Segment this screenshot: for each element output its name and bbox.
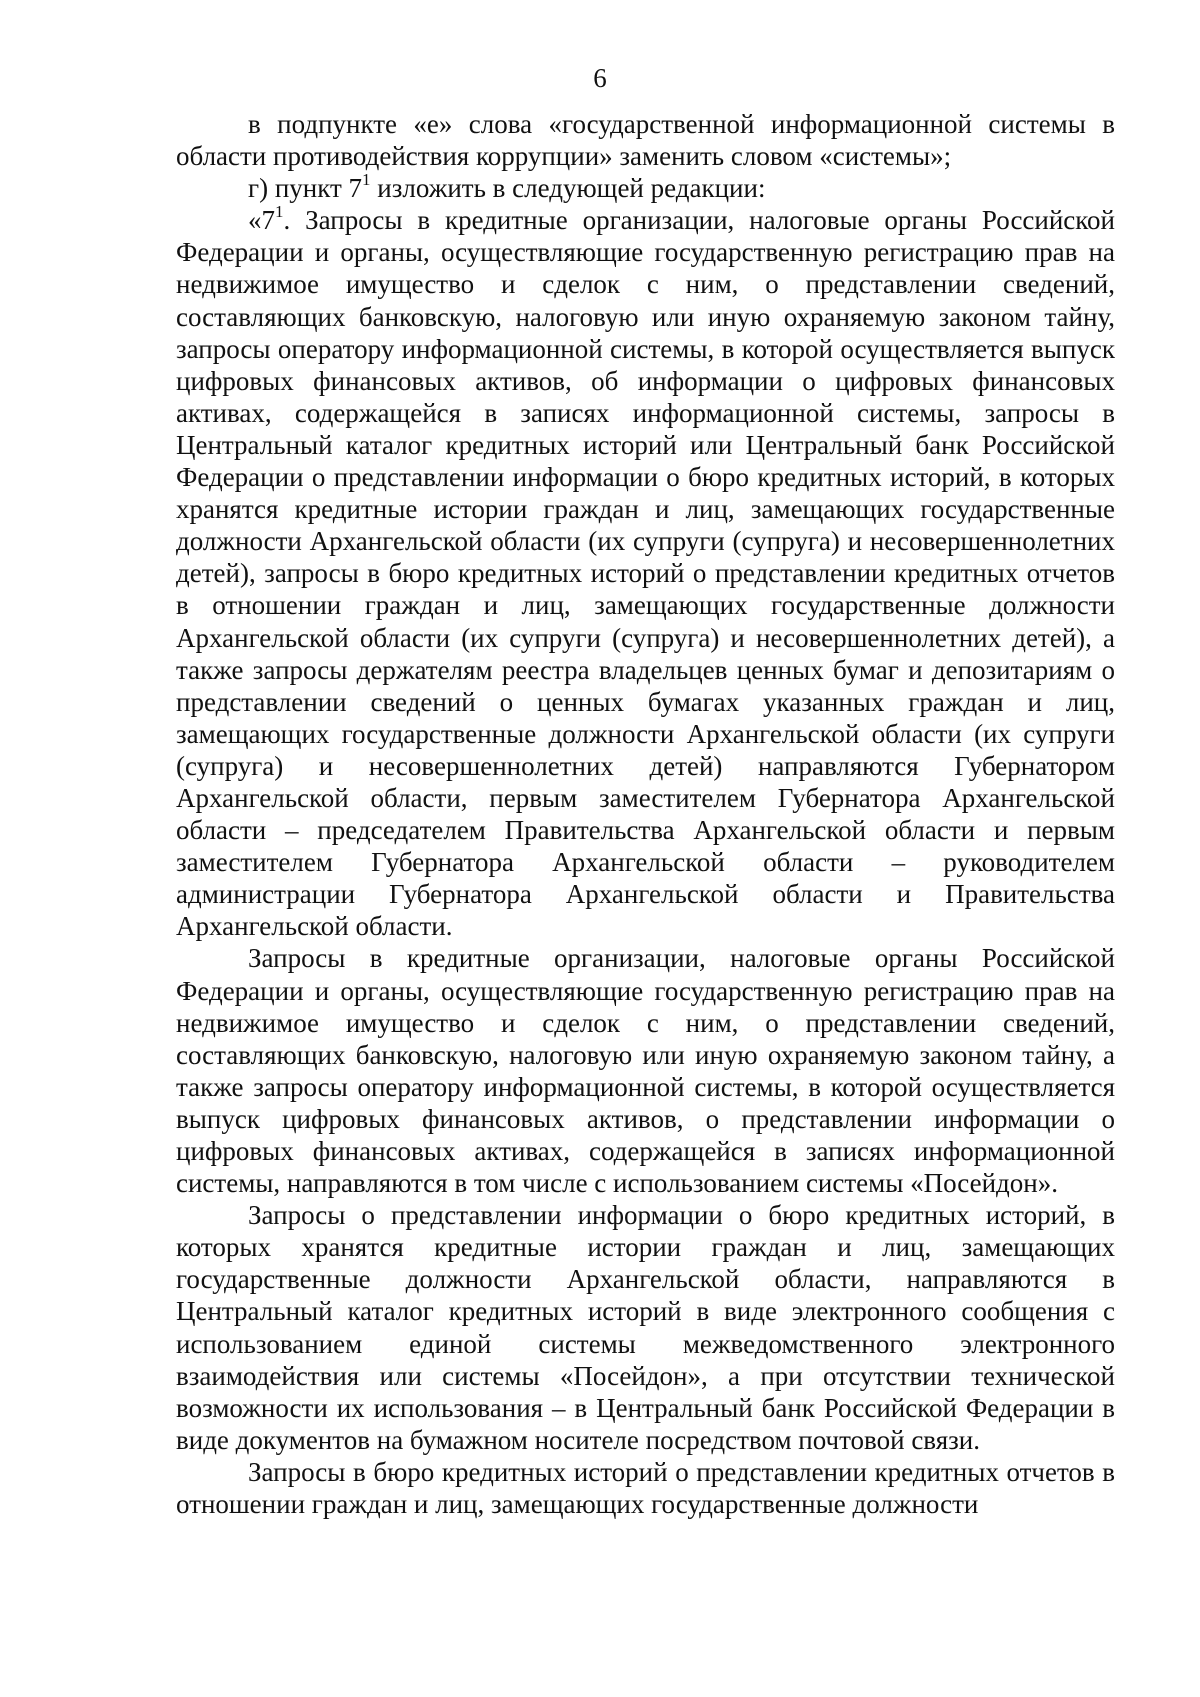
paragraph-2: г) пункт $7^1$ изложить в следующей редакции:	[248, 170, 766, 204]
paragraph-5: Запросы о представлении информации о бюро кредитных историй, в которых хранятся кредитные истории граждан и лиц, замещающих государственные должности Архангельской области, направляются в Центральный каталог кредитных историй в виде электронного сообщения с использованием единой системы межведомственного электронного взаимодействия или системы «Посейдон», а при отсутствии технической возможности их использования – в Центральный банк Российской Федерации в виде документов на бумажном носителе посредством почтовой связи.	[176, 1200, 1115, 1455]
paragraph-4: Запросы в кредитные организации, налоговые органы Российской Федерации и органы, осуществляющие государственную регистрацию прав на недвижимое имущество и сделок с ним, о представлении сведений, составляющих банковскую, налоговую или иную охраняемую законом тайну, а также запросы оператору информационной системы, в которой осуществляется выпуск цифровых финансовых активов, о представлении информации о цифровых финансовых активах, содержащейся в записях информационной системы, направляются в том числе с использованием системы «Посейдон».	[176, 943, 1115, 1199]
paragraph-6: Запросы в бюро кредитных историй о представлении кредитных отчетов в отношении граждан и лиц, замещающих государственные должности	[176, 1456, 1115, 1520]
paragraph-1: в подпункте «е» слова «государственной информационной системы в области противодействия коррупции» заменить словом «системы»;	[176, 109, 1115, 172]
paragraph-3: «$7^1$. Запросы в кредитные организации, налоговые органы Российской Федерации и органы, осуществляющие государственную регистрацию прав на недвижимое имущество и сделок с ним, о представлении сведений, составляющих банковскую, налоговую или иную охраняемую законом тайну, запросы оператору информационной системы, в которой осуществляется выпуск цифровых финансовых активов, об информации о цифровых финансовых активах, содержащейся в записях информационной системы, запросы в Центральный каталог кредитных историй или Центральный банк Российской Федерации о представлении информации о бюро кредитных историй, в которых хранятся кредитные истории граждан и лиц, замещающих государственные должности Архангельской области (их супруги (супруга) и несовершеннолетних детей), запросы в бюро кредитных историй о представлении кредитных отчетов в отношении граждан и лиц, замещающих государственные должности Архангельской области (их супруги (супруга) и несовершеннолетних детей), а также запросы держателям реестра владельцев ценных бумаг и депозитариям о представлении сведений о ценных бумагах указанных граждан и лиц, замещающих государственные должности Архангельской области (их супруги (супруга) и несовершеннолетних детей) направляются Губернатором Архангельской области, первым заместителем Губернатора Архангельской области – председателем Правительства Архангельской области и первым заместителем Губернатора Архангельской области – руководителем администрации Губернатора Архангельской области и Правительства Архангельской области.	[176, 202, 1115, 942]
page-number: 6	[593, 63, 607, 93]
document-body	[176, 108, 1115, 1520]
